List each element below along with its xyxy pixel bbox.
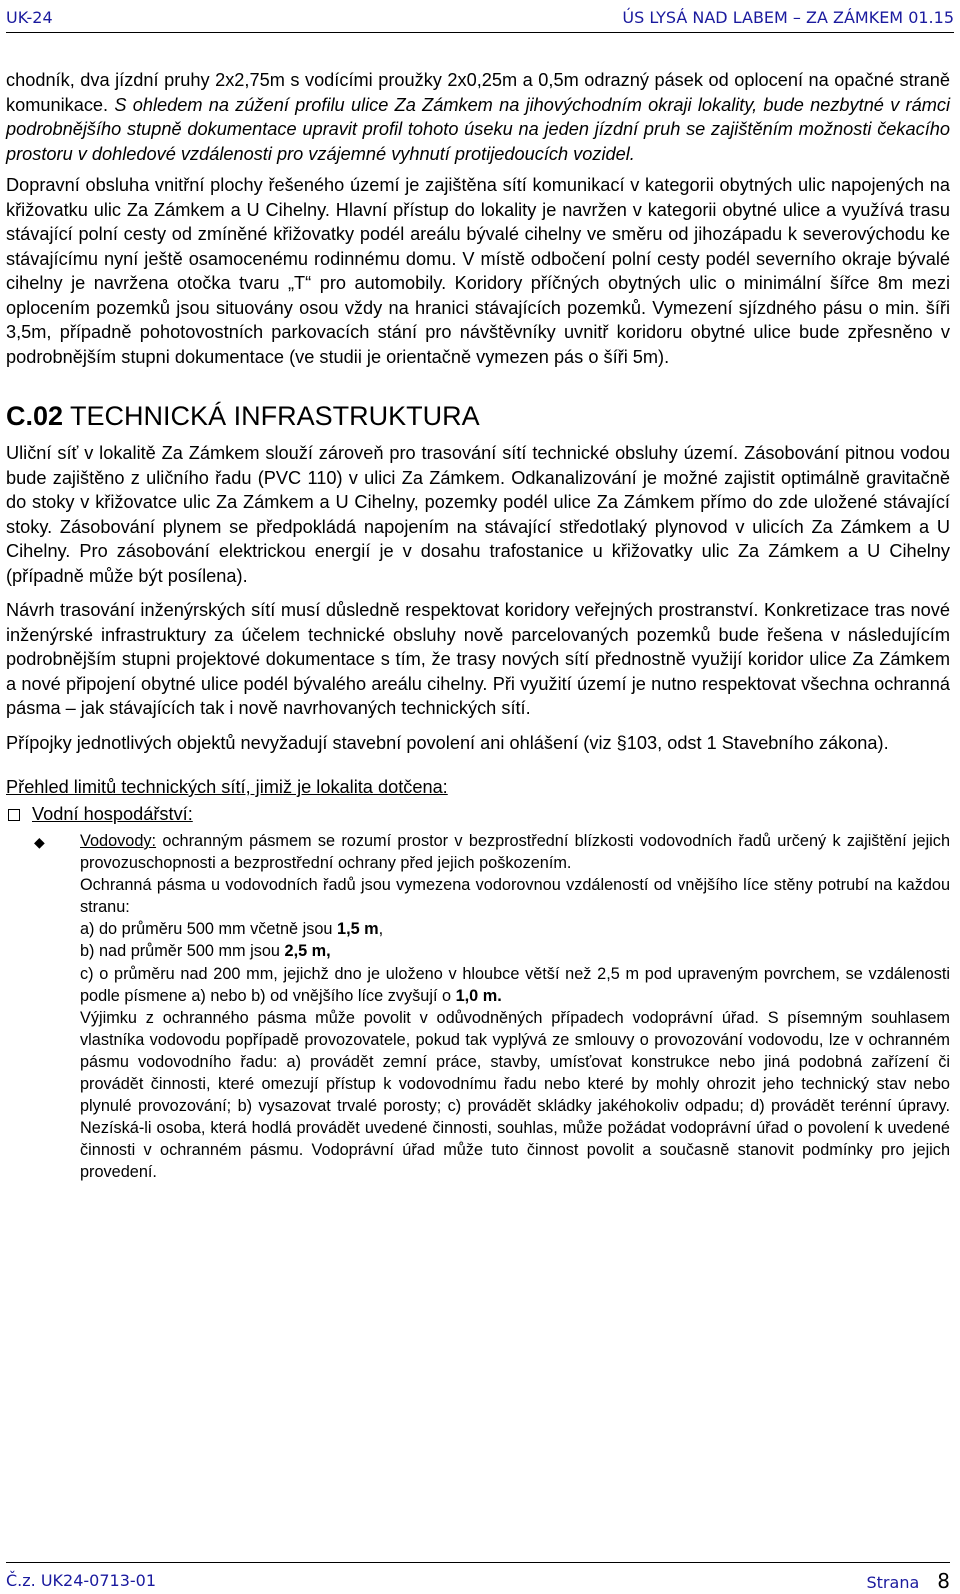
paragraph-network-routing: Návrh trasování inženýrských sítí musí důsledně respektovat koridory veřejných prostranství. Konkretizace tras nové inženýrské infrastruktury za účelem technické obsluhy nově parcelovaných pozemků bude řešena v následujícím podrobnějším stupni projektové dokumentace s tím, že trasy nových sítí přednostně využijí koridor ulice Za Zámkem a nové připojení obytné ulice podél bývalého areálu cihelny. Při využití území je nutno respektovat všechna ochranná pásma – jak stávajících tak i nově navrhovaných technických sítí.: [6, 600, 950, 718]
vodovody-item-a: a) do průměru 500 mm včetně jsou 1,5 m,: [80, 920, 384, 939]
page-header: [6, 4, 954, 33]
page-number: 8: [937, 1569, 950, 1593]
water-management-title: Vodní hospodářství:: [32, 803, 193, 824]
vodovody-label: Vodovody:: [80, 832, 157, 850]
header-doc-title: ÚS LYSÁ NAD LABEM – ZA ZÁMKEM 01.15: [622, 8, 954, 27]
paragraph-street-network: Uliční síť v lokalitě Za Zámkem slouží zároveň pro trasování sítí technické obsluhy území. Zásobování pitnou vodou bude zajištěno z uličního řadu (PVC 110) v ulici Za Zámkem. Odkanalizování je možné zajistit optimálně gravitačně do stoky v křižovatce ulic Za Zámkem a U Cihelny, pozemky podél ulice Za Zámkem přímo do zde uložené stávající stoky. Zásobování plynem se předpokládá napojením na stávající středotlaký plynovod v ulicích Za Zámkem a U Cihelny. Pro zásobování elektrickou energií je v dosahu trafostanice u křižovatky ulic Za Zámkem a U Cihelny (případně může být posílena).: [6, 443, 950, 586]
vodovody-item-c: c) o průměru nad 200 mm, jejichž dno je uloženo v hloubce větší než 2,5 m pod upraveným povrchem, se vzdálenosti podle písmene a) nebo b) od vnějšího líce zvyšují o 1,0 m.: [80, 964, 950, 1005]
footer-doc-number: Č.z. UK24-0713-01: [6, 1571, 157, 1590]
footer-page: [867, 1569, 951, 1593]
paragraph-road-profile-text: chodník, dva jízdní pruhy 2x2,75m s vodícími proužky 2x0,25m a 0,5m odrazný pásek od oplocení na opačné straně komunikace.: [6, 70, 950, 115]
paragraph-connections: Přípojky jednotlivých objektů nevyžadují stavební povolení ani ohlášení (viz §103, odst 1 Stavebního zákona).: [6, 732, 889, 753]
diamond-bullet-icon: ◆: [34, 834, 45, 850]
water-management-item: [6, 802, 950, 827]
document-body: [6, 68, 950, 1184]
footer-page-label: Strana: [866, 1573, 920, 1592]
paragraph-road-profile-italic: S ohledem na zúžení profilu ulice Za Zámkem na jihovýchodním okraji lokality, bude nezbytné v rámci podrobnějšího stupně dokumentace upravit profil tohoto úseku na jeden jízdní pruh se zajištěním možnosti čekacího prostoru v dohledové vzdálenosti pro vzájemné vyhnutí protijedoucích vozidel.: [6, 94, 951, 164]
section-number: C.02: [6, 401, 64, 431]
page-footer: [6, 1562, 950, 1593]
section-heading: [6, 399, 950, 433]
paragraph-road-profile: [6, 68, 950, 166]
paragraph-traffic-service: Dopravní obsluha vnitřní plochy řešeného území je zajištěna sítí komunikací v kategorii obytných ulic napojených na křižovatku ulic Za Zámkem a U Cihelny. Hlavní přístup do lokality je navržen v kategorii obytné ulice a využívá trasu stávající polní cesty od zmíněné křižovatky podél areálu bývalé cihelny ve směru od jihozápadu k severovýchodu ke stávajícímu nyní ještě osamocenému rodinnému domu. V místě odbočení polní cesty podél severního okraje bývalé cihelny je navržena otočka tvaru „T“ pro automobily. Koridory příčných obytných ulic o minimální šířce 8m mezi oplocením pozemků jsou situovány osou vždy na hranici stávajících pozemků. Vymezení sjízdného pásu o min. šíři 3,5m, případně pohotovostních parkovacích stání pro návštěvníky uvnitř koridoru obytné ulice bude zpřesněno v podrobnějším stupni dokumentace (ve studii je orientačně vymezen pás o šíři 5m).: [6, 175, 950, 367]
section-title: TECHNICKÁ INFRASTRUKTURA: [63, 401, 480, 431]
vodovody-exceptions: Výjimku z ochranného pásma může povolit v odůvodněných případech vodoprávní úřad. S písemným souhlasem vlastníka vodovodu popřípadě provozovatele, pokud tak vyplývá ze smlouvy o provozování vodovodu, lze v ochranném pásmu vodovodního řadu: a) provádět zemní práce, stavby, umísťovat konstrukce nebo jiná podobná zařízení či provádět činnosti, které omezují přístup k vodovodnímu řadu nebo které by mohly ohrozit jeho technický stav nebo plynulé provozování; b) vysazovat trvalé porosty; c) provádět skládky jakéhokoliv odpadu; d) provádět terénní úpravy. Nezíská-li osoba, která hodlá provádět uvedené činnosti, souhlas, může požádat vodoprávní úřad o povolení k uvedené činnosti v ochranném pásmu. Vodoprávní úřad může tuto činnost povolit a současně stanovit podmínky pro jejich provedení.: [80, 1008, 950, 1182]
vodovody-item-b: b) nad průměr 500 mm jsou 2,5 m,: [80, 942, 331, 961]
vodovody-definition: ochranným pásmem se rozumí prostor v bezprostřední blízkosti vodovodních řadů určený k zajištění jejich provozuschopnosti a bezprostřední ochrany před jejich poškozením.: [80, 832, 950, 873]
header-doc-code: UK-24: [6, 8, 53, 27]
checkbox-bullet-icon: [8, 809, 20, 821]
limits-title: Přehled limitů technických sítí, jimiž je lokalita dotčena:: [6, 777, 448, 797]
vodovody-item: [6, 830, 950, 1184]
vodovody-zones: Ochranná pásma u vodovodních řadů jsou vymezena vodorovnou vzdáleností od vnějšího líce stěny potrubí na každou stranu:: [80, 876, 950, 917]
